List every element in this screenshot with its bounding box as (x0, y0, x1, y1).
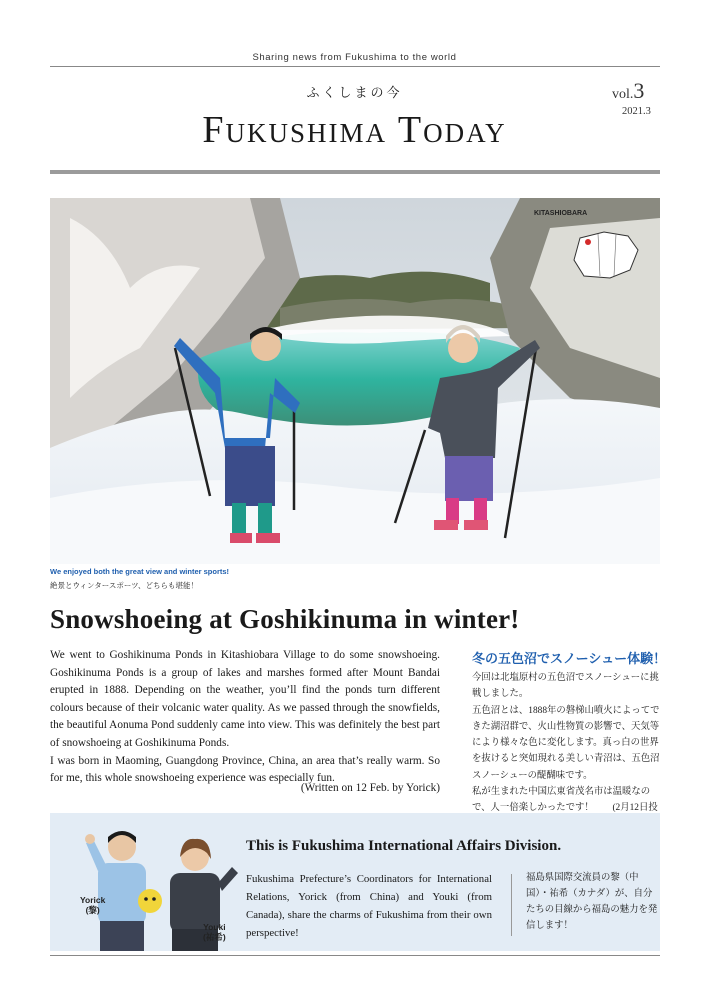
panel-divider (511, 874, 512, 936)
division-text-jp: 福島県国際交流員の黎（中国）・祐希（カナダ）が、自分たちの目線から福島の魅力を発信します！ (526, 873, 658, 931)
main-photo (50, 198, 660, 564)
volume-number: 3 (633, 78, 645, 103)
header-top-rule (50, 66, 660, 67)
issue-date: 2021.3 (622, 106, 651, 117)
masthead-title: Fukushima Today (202, 109, 507, 151)
tagline: Sharing news from Fukushima to the world (252, 52, 457, 63)
youki-name: Youki (203, 922, 226, 932)
yorick-name: Yorick (80, 895, 106, 905)
volume-label (612, 78, 644, 104)
article-body-jp (472, 670, 660, 833)
yorick-name-jp: (黎) (85, 905, 100, 915)
youki-name-jp: (祐希) (203, 932, 226, 942)
youki-label (203, 922, 226, 942)
article-byline: (Written on 12 Feb. by Yorick) (300, 782, 440, 794)
snow-scene-illustration (50, 198, 660, 564)
map-label: KITASHIOBARA (534, 210, 588, 217)
division-title: This is Fukushima International Affairs Division. (246, 838, 562, 854)
header-bottom-rule (50, 170, 660, 174)
article-paragraph: We went to Goshikinuma Ponds in Kitashiobara Village to do some snowshoeing. Goshikinuma Ponds is a group of lakes and marshes formed after Mount Bandai erupted in 1888. Depending on the weather, you’ll find the ponds turn different colours because of their volcanic water quality. As we passed through the snowfields, the beautiful Aonuma Pond suddenly came into view. This was definitely the best part of snowshoeing at Goshikinuma Ponds. (50, 649, 440, 749)
article-headline: Snowshoeing at Goshikinuma in winter! (50, 604, 520, 634)
photo-caption-jp: 絶景とウィンタースポーツ、どちらも堪能！ (50, 581, 199, 590)
subtitle-jp: ふくしまの今 (306, 85, 403, 100)
article-body-en (50, 647, 440, 788)
footer-rule (50, 955, 660, 956)
article-paragraph-jp: 私が生まれた中国広東省茂名市は温暖なので、人一倍楽しかったです！ (2月12日投 (472, 787, 658, 814)
article-paragraph-jp: 五色沼とは、1888年の磐梯山噴火によってできた湖沼群で、火山性物質の影響で、天気等により様々な色に変化します。真っ白の世界を抜けると突如現れる美しい青沼は、五色沼スノーシューの醍醐味です。 (472, 705, 660, 781)
volume-prefix: vol. (612, 87, 634, 102)
yorick-label (80, 895, 105, 915)
article-paragraph: I was born in Maoming, Guangdong Province, China, an area that’s really warm. So for me, this whole snowshoeing experience was especially fun. (50, 754, 440, 785)
article-title-jp: 冬の五色沼でスノーシュー体験！ (472, 651, 667, 666)
photo-caption-en: We enjoyed both the great view and winter sports! (50, 567, 230, 576)
article-paragraph-jp: 今回は北塩原村の五色沼でスノーシューに挑戦しました。 (472, 673, 659, 700)
division-text-en: Fukushima Prefecture’s Coordinators for International Relations, Yorick (from China) and Youki (from Canada), share the charms of Fukushima from their own perspective! (246, 873, 492, 939)
